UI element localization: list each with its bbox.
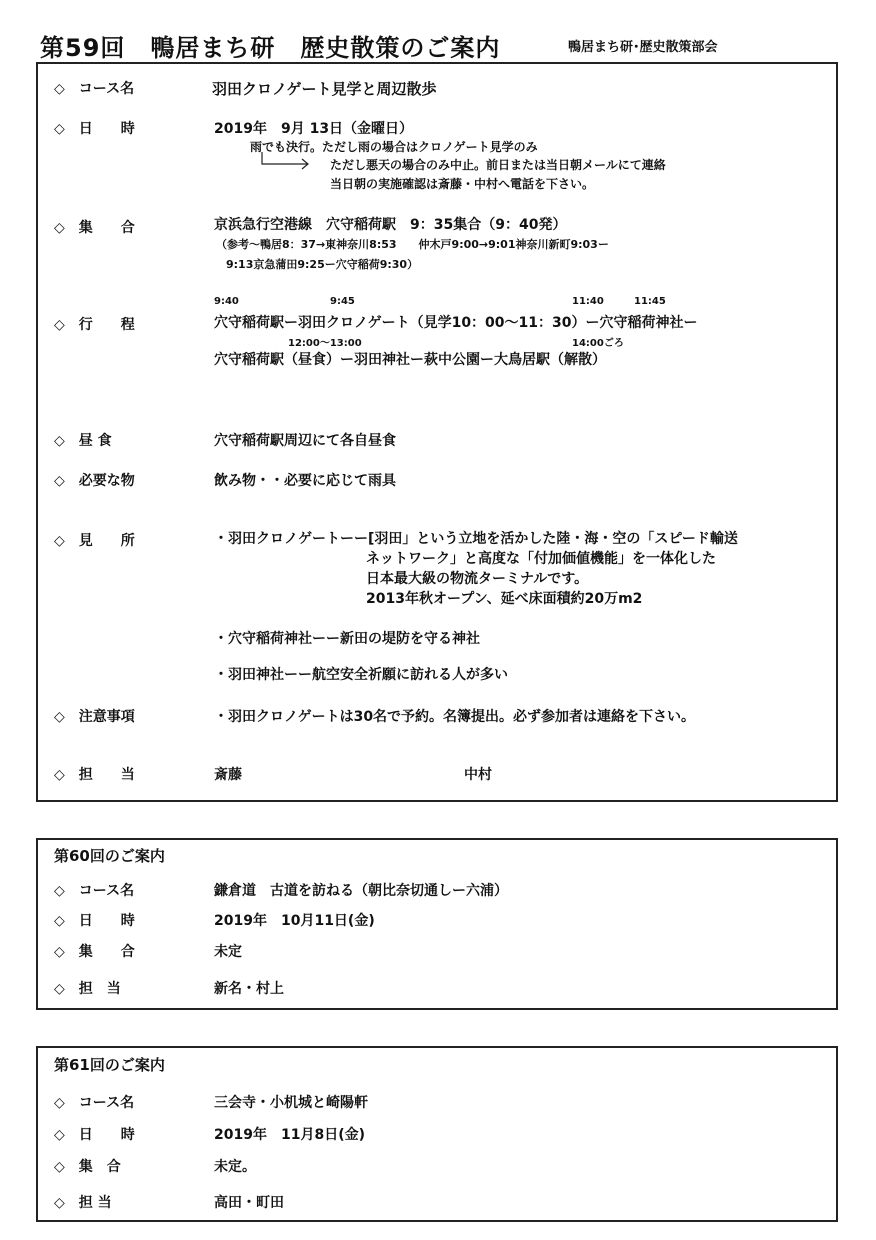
next-61-title: 第61回のご案内 bbox=[54, 1056, 165, 1074]
notes-row-label: ◇ 注意事項 bbox=[54, 709, 135, 725]
diamond-icon: ◇ bbox=[54, 767, 65, 783]
next-61-meet-label: ◇ 集 合 bbox=[54, 1159, 121, 1175]
notes-value: ・羽田クロノゲートは30名で予約。名簿提出。必ず参加者は連絡を下さい。 bbox=[214, 709, 696, 725]
diamond-icon: ◇ bbox=[54, 1127, 65, 1143]
sight-2: ・穴守稲荷神社ーー新田の堤防を守る神社 bbox=[214, 631, 480, 647]
meet-value: 京浜急行空港線 穴守稲荷駅 9：35集合（9：40発） bbox=[214, 217, 567, 233]
sight-3: ・羽田神社ーー航空安全祈願に訪れる人が多い bbox=[214, 667, 508, 683]
diamond-icon: ◇ bbox=[54, 981, 65, 997]
staff-row-label: ◇ 担 当 bbox=[54, 767, 135, 783]
sight-1-line-a: ・羽田クロノゲートーー[羽田」という立地を活かした陸・海・空の「スピード輸送 bbox=[214, 531, 738, 547]
next-60-meet: 未定 bbox=[214, 944, 242, 960]
next-60-course: 鎌倉道 古道を訪ねる（朝比奈切通しー六浦） bbox=[214, 883, 508, 899]
diamond-icon: ◇ bbox=[54, 533, 65, 549]
main-event-box bbox=[36, 62, 838, 802]
diamond-icon: ◇ bbox=[54, 473, 65, 489]
route-line-1: 穴守稲荷駅ー羽田クロノゲート（見学10：00～11：30）ー穴守稲荷神社ー bbox=[214, 315, 698, 331]
next-60-date: 2019年 10月11日(金) bbox=[214, 913, 375, 929]
datetime-row-label: ◇ 日 時 bbox=[54, 121, 135, 137]
sight-1-line-d: 2013年秋オープン、延べ床面積約20万m2 bbox=[366, 591, 643, 607]
diamond-icon: ◇ bbox=[54, 883, 65, 899]
diamond-icon: ◇ bbox=[54, 709, 65, 725]
page-title: 第59回 鴨居まち研 歴史散策のご案内 bbox=[40, 34, 501, 62]
route-time-2: 9:45 bbox=[330, 296, 355, 307]
rain-note: 雨でも決行。ただし雨の場合はクロノゲート見学のみ bbox=[250, 140, 538, 154]
diamond-icon: ◇ bbox=[54, 944, 65, 960]
course-row-label: ◇ コース名 bbox=[54, 81, 135, 97]
diamond-icon: ◇ bbox=[54, 121, 65, 137]
lunch-value: 穴守稲荷駅周辺にて各自昼食 bbox=[214, 433, 396, 449]
next-61-meet: 未定。 bbox=[214, 1159, 256, 1175]
staff-1: 斎藤 bbox=[214, 767, 242, 783]
next-61-staff-label: ◇ 担 当 bbox=[54, 1195, 112, 1211]
sight-1-line-b: ネットワーク」と高度な「付加価値機能」を一体化した bbox=[366, 551, 716, 567]
storm-note-1: ただし悪天の場合のみ中止。前日または当日朝メールにて連絡 bbox=[330, 158, 666, 172]
route-time-3: 11:40 bbox=[572, 296, 604, 307]
meet-row-label: ◇ 集 合 bbox=[54, 220, 135, 236]
route-time-4: 11:45 bbox=[634, 296, 666, 307]
next-60-staff-label: ◇ 担 当 bbox=[54, 981, 121, 997]
route-time-6: 14:00ごろ bbox=[572, 338, 624, 349]
next-60-staff: 新名・村上 bbox=[214, 981, 284, 997]
items-value: 飲み物・・必要に応じて雨具 bbox=[214, 473, 396, 489]
next-61-datetime-label: ◇ 日 時 bbox=[54, 1127, 135, 1143]
diamond-icon: ◇ bbox=[54, 1159, 65, 1175]
items-row-label: ◇ 必要な物 bbox=[54, 473, 135, 489]
route-row-label: ◇ 行 程 bbox=[54, 317, 135, 333]
diamond-icon: ◇ bbox=[54, 81, 65, 97]
next-61-date: 2019年 11月8日(金) bbox=[214, 1127, 365, 1143]
diamond-icon: ◇ bbox=[54, 913, 65, 929]
route-line-2: 穴守稲荷駅（昼食）ー羽田神社ー萩中公園ー大鳥居駅（解散） bbox=[214, 352, 606, 368]
route-time-5: 12:00～13:00 bbox=[288, 338, 362, 349]
route-time-1: 9:40 bbox=[214, 296, 239, 307]
course-value: 羽田クロノゲート見学と周辺散歩 bbox=[212, 80, 437, 98]
next-60-datetime-label: ◇ 日 時 bbox=[54, 913, 135, 929]
next-61-course: 三会寺・小机城と崎陽軒 bbox=[214, 1095, 368, 1111]
reference-line-1: （参考～鴨居8：37→東神奈川8:53 仲木戸9:00→9:01神奈川新町9:03ー bbox=[216, 238, 609, 251]
storm-note-2: 当日朝の実施確認は斎藤・中村へ電話を下さい。 bbox=[330, 177, 595, 191]
next-60-meet-label: ◇ 集 合 bbox=[54, 944, 135, 960]
reference-line-2: 9:13京急蒲田9:25ー穴守稲荷9:30） bbox=[226, 258, 419, 271]
diamond-icon: ◇ bbox=[54, 1095, 65, 1111]
date-value: 2019年 9月 13日（金曜日） bbox=[214, 121, 414, 137]
staff-2: 中村 bbox=[464, 767, 492, 783]
next-61-staff: 高田・町田 bbox=[214, 1195, 284, 1211]
diamond-icon: ◇ bbox=[54, 317, 65, 333]
diamond-icon: ◇ bbox=[54, 433, 65, 449]
lunch-row-label: ◇ 昼 食 bbox=[54, 433, 112, 449]
next-60-course-label: ◇ コース名 bbox=[54, 883, 135, 899]
sights-row-label: ◇ 見 所 bbox=[54, 533, 135, 549]
next-61-course-label: ◇ コース名 bbox=[54, 1095, 135, 1111]
diamond-icon: ◇ bbox=[54, 1195, 65, 1211]
next-60-title: 第60回のご案内 bbox=[54, 847, 165, 865]
diamond-icon: ◇ bbox=[54, 220, 65, 236]
organization-name: 鴨居まち研･歴史散策部会 bbox=[568, 40, 718, 55]
sight-1-line-c: 日本最大級の物流ターミナルです。 bbox=[366, 571, 589, 587]
bent-arrow-icon bbox=[258, 150, 314, 172]
